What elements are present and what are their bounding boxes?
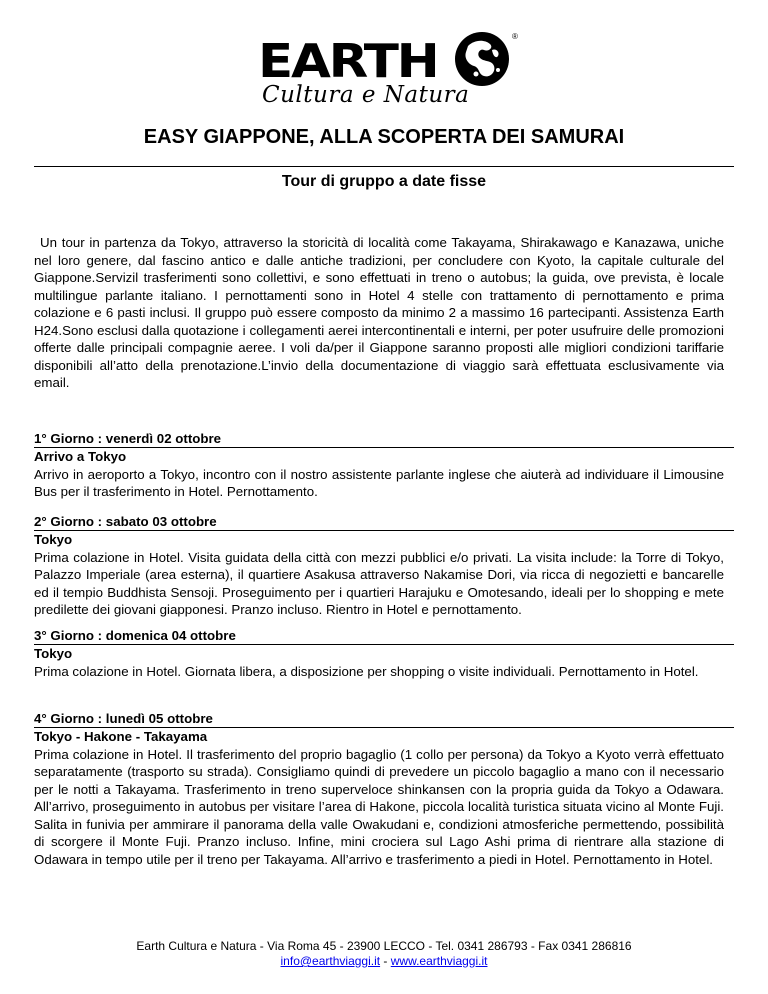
day-section [34,628,734,680]
page-subtitle: Tour di gruppo a date fisse [281,173,487,190]
day-place: Arrivo a Tokyo [34,449,127,464]
day-heading: 2° Giorno : sabato 03 ottobre [34,514,734,531]
day-section [34,711,734,868]
email-link[interactable]: info@earthviaggi.it [280,954,381,968]
earth-logo [258,30,523,110]
day-place: Tokyo [34,532,73,547]
title-divider [34,166,734,167]
registered-mark: ® [512,32,518,41]
day-section [34,514,734,619]
day-place: Tokyo [34,646,73,661]
intro-paragraph: Un tour in partenza da Tokyo, attraverso la storicità di località come Takayama, Shirakawago e Kanazawa, uniche nel loro genere, dal fascino antico e dalle antiche tradizioni, per concludere con Kyoto, la capitale culturale del Giappone.Servizil trasferimenti sono collettivi, e sono effettuati in treno o autobus; la guida, ove prevista, è locale multilingue parlante italiano. I pernottamenti sono in Hotel 4 stelle con trattamento di pernottamento e prima colazione e 6 pasti inclusi. Il gruppo può essere composto da minimo 2 a massimo 16 partecipanti. Assistenza Earth H24.Sono esclusi dalla quotazione i collegamenti aerei intercontinentali e interni, per poter usufruire delle promozioni offerte dalle principali compagnie aeree. I voli da/per il Giappone saranno proposti alle migliori condizioni tariffarie disponibili all’atto della prenotazione.L’invio della documentazione di viaggio sarà effettuata esclusivamente via email. [34,235,724,390]
footer-links [0,954,768,969]
logo-wordmark: EARTH [258,34,438,88]
day-heading: 4° Giorno : lunedì 05 ottobre [34,711,734,728]
day-description: Prima colazione in Hotel. Il trasferimento del proprio bagaglio (1 collo per persona) da Tokyo a Kyoto verrà effettuato separatamente (trasporto su strada). Consigliamo quindi di prevedere un piccolo bagaglio a mano con il necessario per le notti a Takayama. Trasferimento in treno superveloce shinkansen con la propria guida da Tokyo a Odawara. All’arrivo, proseguimento in autobus per visitare l’area di Hakone, piccola località turistica situata vicino al Monte Fuji. Salita in funivia per ammirare il panorama della valle Owakudani e, condizioni atmosferiche permettendo, possibilità di scorgere il Monte Fuji. Pranzo incluso. Infine, mini crociera sul Lago Ashi prima di rientrare alla stazione di Odawara in tempo utile per il treno per Takayama. All’arrivo e trasferimento a piedi in Hotel. Pernottamento in Hotel. [34,746,724,867]
globe-icon [454,30,510,88]
day-heading: 1° Giorno : venerdì 02 ottobre [34,431,734,448]
day-place: Tokyo - Hakone - Takayama [34,729,208,744]
logo-tagline: Cultura e Natura [262,82,470,108]
page-footer [0,939,768,969]
footer-separator: - [380,954,391,968]
day-description: Prima colazione in Hotel. Visita guidata della città con mezzi pubblici e/o privati. La visita include: la Torre di Tokyo, Palazzo Imperiale (area esterna), il quartiere Asakusa attraverso Nakamise Dori, via ricca di negozietti e bancarelle ed il tempio Buddhista Sensoji. Proseguimento per i quartieri Harajuku e Omotesando, ideali per lo shopping e mete predilette dei giovani giapponesi. Pranzo incluso. Rientro in Hotel e pernottamento. [34,549,724,617]
website-link[interactable]: www.earthviaggi.it [390,954,488,968]
day-section [34,431,734,501]
day-description: Arrivo in aeroporto a Tokyo, incontro con il nostro assistente parlante inglese che aiuterà ad individuare il Limousine Bus per il trasferimento in Hotel. Pernottamento. [34,466,724,499]
day-description: Prima colazione in Hotel. Giornata libera, a disposizione per shopping o visite individuali. Pernottamento in Hotel. [34,663,699,679]
page-title: EASY GIAPPONE, ALLA SCOPERTA DEI SAMURAI [143,126,625,148]
day-heading: 3° Giorno : domenica 04 ottobre [34,628,734,645]
footer-contact: Earth Cultura e Natura - Via Roma 45 - 23900 LECCO - Tel. 0341 286793 - Fax 0341 286816 [136,939,632,953]
